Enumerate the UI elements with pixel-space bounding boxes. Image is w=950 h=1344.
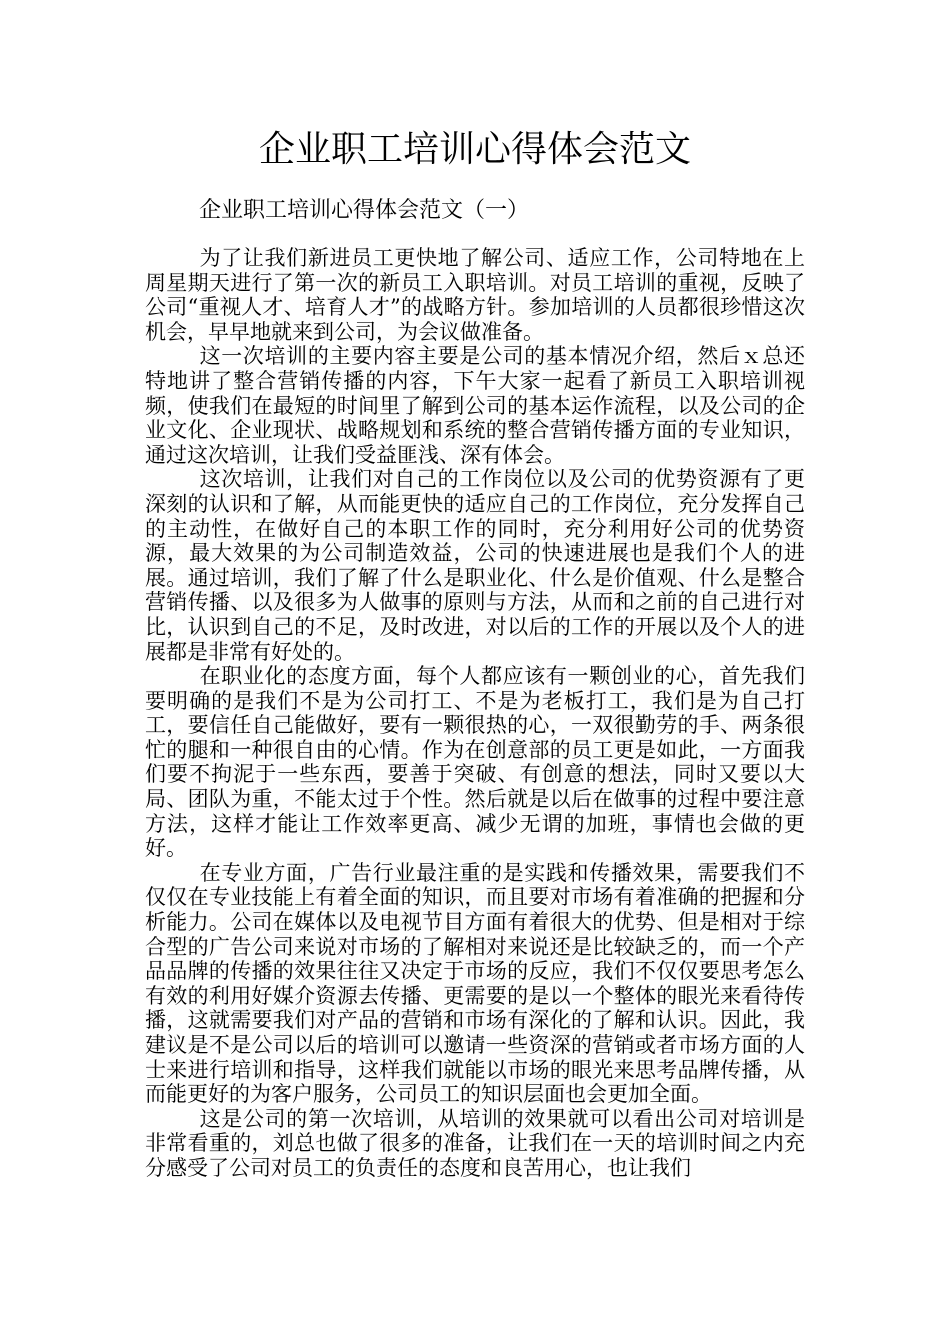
paragraph-3: 这次培训，让我们对自己的工作岗位以及公司的优势资源有了更深刻的认识和了解，从而能更快的适应自己的工作岗位，充分发挥自己的主动性，在做好自己的本职工作的同时，充分利用好公司的优势资源，最大效果的为公司制造效益，公司的快速进展也是我们个人的进展。通过培训，我们了解了什么是职业化、什么是价值观、什么是整合营销传播、以及很多为人做事的原则与方法，从而和之前的自己进行对比，认识到自己的不足，及时改进，对以后的工作的开展以及个人的进展都是非常有好处的。 — [145, 467, 805, 664]
document-title: 企业职工培训心得体会范文 — [258, 129, 691, 170]
paragraph-6: 这是公司的第一次培训，从培训的效果就可以看出公司对培训是非常看重的，刘总也做了很多的准备，让我们在一天的培训时间之内充分感受了公司对员工的负责任的态度和良苦用心，也让我们 — [145, 1106, 805, 1180]
paragraph-5: 在专业方面，广告行业最注重的是实践和传播效果，需要我们不仅仅在专业技能上有着全面的知识，而且要对市场有着准确的把握和分析能力。公司在媒体以及电视节目方面有着很大的优势、但是相对于综合型的广告公司来说对市场的了解相对来说还是比较缺乏的，而一个产品品牌的传播的效果往往又决定于市场的反应，我们不仅仅要思考怎么有效的利用好媒介资源去传播、更需要的是以一个整体的眼光来看待传播，这就需要我们对产品的营销和市场有深化的了解和认识。因此，我建议是不是公司以后的培训可以邀请一些资深的营销或者市场方面的人士来进行培训和指导，这样我们就能以市场的眼光来思考品牌传播，从而能更好的为客户服务，公司员工的知识层面也会更加全面。 — [145, 860, 805, 1107]
paragraph-2: 这一次培训的主要内容主要是公司的基本情况介绍，然后ｘ总还特地讲了整合营销传播的内容，下午大家一起看了新员工入职培训视频，使我们在最短的时间里了解到公司的基本运作流程，以及公司的企业文化、企业现状、战略规划和系统的整合营销传播方面的专业知识，通过这次培训，让我们受益匪浅、深有体会。 — [145, 344, 805, 467]
document-subtitle: 企业职工培训心得体会范文（一） — [199, 198, 530, 223]
paragraph-4: 在职业化的态度方面，每个人都应该有一颗创业的心，首先我们要明确的是我们不是为公司打工、不是为老板打工，我们是为自己打工，要信任自己能做好，要有一颗很热的心，一双很勤劳的手、两条很忙的腿和一种很自由的心情。作为在创意部的员工更是如此，一方面我们要不拘泥于一些东西，要善于突破、有创意的想法，同时又要以大局、团队为重，不能太过于个性。然后就是以后在做事的过程中要注意方法，这样才能让工作效率更高、减少无谓的加班，事情也会做的更好。 — [145, 664, 805, 861]
paragraph-1: 为了让我们新进员工更快地了解公司、适应工作，公司特地在上周星期天进行了第一次的新员工入职培训。对员工培训的重视，反映了公司“重视人才、培育人才”的战略方针。参加培训的人员都很珍惜这次机会，早早地就来到公司，为会议做准备。 — [145, 246, 805, 344]
document-body — [145, 246, 805, 1181]
